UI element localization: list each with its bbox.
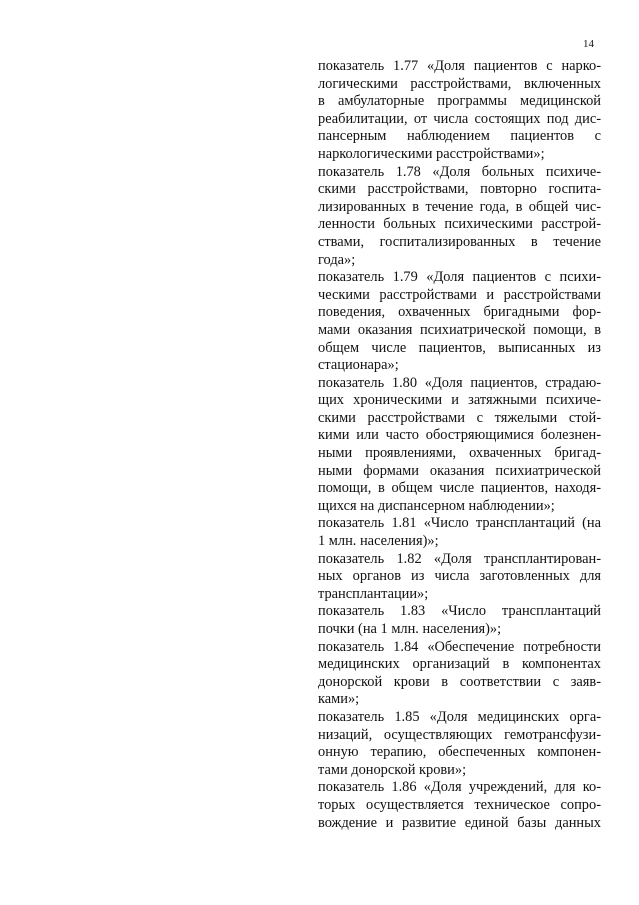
text-line: показатель 1.80 «Доля пациентов, страдаю- — [318, 374, 601, 391]
text-line: донорской крови в соответствии с заяв- — [318, 673, 601, 690]
text-line: щихся на диспансерном наблюдении»; — [318, 497, 555, 514]
text-line: помощи, в общем числе пациентов, находя- — [318, 480, 601, 497]
text-line: показатель 1.84 «Обеспечение потребности — [318, 638, 601, 655]
text-line: показатель 1.83 «Число трансплантаций — [318, 603, 601, 620]
text-line: стационара»; — [318, 357, 399, 374]
text-line: показатель 1.79 «Доля пациентов с психи- — [318, 269, 601, 286]
text-line: показатель 1.78 «Доля больных психиче- — [318, 163, 601, 180]
text-line: ными формами оказания психиатрической — [318, 462, 601, 479]
text-line: года»; — [318, 251, 356, 268]
text-line: онную терапию, обеспеченных компонен- — [318, 744, 601, 761]
text-line: ленности больных психическими расстрой- — [318, 216, 601, 233]
text-line: низаций, осуществляющих гемотрансфузи- — [318, 726, 601, 743]
text-line: поведения, охваченных бригадными фор- — [318, 304, 601, 321]
text-line: показатель 1.86 «Доля учреждений, для ко- — [318, 779, 601, 796]
text-line: в амбулаторные программы медицинской — [318, 93, 601, 110]
text-line: мами оказания психиатрической помощи, в — [318, 321, 601, 338]
text-line: ческими расстройствами и расстройствами — [318, 286, 601, 303]
text-line: показатель 1.81 «Число трансплантаций (на — [318, 515, 601, 532]
text-line: показатель 1.85 «Доля медицинских орга- — [318, 708, 601, 725]
page-number: 14 — [583, 38, 594, 50]
text-line: ных органов из числа заготовленных для — [318, 568, 601, 585]
text-line: 1 млн. населения)»; — [318, 533, 439, 550]
text-line: показатель 1.77 «Доля пациентов с нарко- — [318, 58, 601, 74]
text-line: реабилитации, от числа состоящих под дис- — [318, 110, 601, 127]
text-line: тами донорской крови»; — [318, 761, 467, 778]
text-line: скими расстройствами с тяжелыми стой- — [318, 409, 601, 426]
text-line: почки (на 1 млн. населения)»; — [318, 621, 502, 637]
text-line: вождение и развитие единой базы данных — [318, 814, 601, 831]
text-line: скими расстройствами, повторно госпита- — [318, 181, 601, 198]
document-text-column — [318, 58, 601, 832]
text-line: показатель 1.82 «Доля трансплантирован- — [318, 550, 601, 567]
text-line: торых осуществляется техническое сопро- — [318, 796, 601, 813]
text-line: медицинских организаций в компонентах — [318, 656, 601, 673]
text-line: щих хроническими и затяжными психиче- — [318, 392, 601, 409]
text-line: пансерным наблюдением пациентов с — [318, 128, 601, 145]
text-line: ствами, госпитализированных в течение — [318, 233, 601, 250]
text-line: логическими расстройствами, включенных — [318, 75, 601, 92]
text-line: ными проявлениями, охваченных бригад- — [318, 445, 601, 462]
text-line: лизированных в течение года, в общей чис- — [318, 198, 601, 215]
text-line: ками»; — [318, 691, 360, 708]
text-line: кими или часто обостряющимися болезнен- — [318, 427, 601, 444]
text-line: общем числе пациентов, выписанных из — [318, 339, 601, 356]
text-line: трансплантации»; — [318, 585, 429, 602]
text-line: наркологическими расстройствами»; — [318, 145, 545, 162]
